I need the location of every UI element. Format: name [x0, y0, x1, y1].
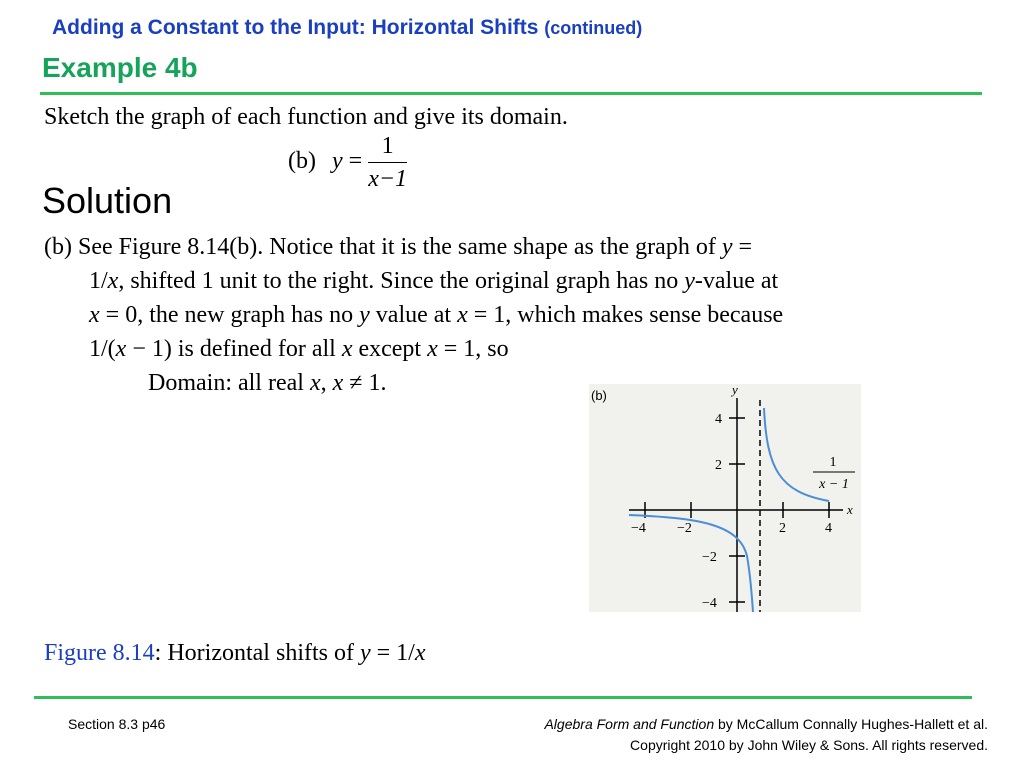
solution-text: , shifted 1 unit to the right. Since the original graph has no [118, 268, 685, 294]
top-divider [40, 92, 982, 95]
var-y: y [684, 268, 695, 294]
figure-8-14b [589, 384, 861, 612]
var-x: x [107, 268, 119, 294]
slide-header [52, 16, 642, 40]
panel-label: (b) [591, 388, 607, 403]
var-y: y [359, 302, 370, 328]
equation [288, 130, 407, 195]
solution-line-1 [44, 230, 752, 264]
curve-label-denominator: x − 1 [819, 477, 849, 492]
y-tick-label: 4 [715, 412, 722, 427]
var-y: y [359, 640, 371, 666]
var-x: x [309, 370, 321, 396]
footer-section: Section 8.3 p46 [68, 716, 166, 732]
var-x: x [332, 370, 344, 396]
figure-caption [44, 640, 426, 667]
header-title: Adding a Constant to the Input: Horizontal Shifts [52, 16, 539, 39]
var-x: x [89, 302, 100, 328]
var-y: y [721, 234, 733, 260]
equation-label: (b) [288, 148, 316, 175]
x-tick-label: −2 [677, 521, 692, 536]
equation-equals: = [348, 148, 363, 175]
figure-reference: Figure 8.14 [44, 640, 155, 666]
solution-text: (b) See Figure 8.14(b). Notice that it is the same shape as the graph of [44, 234, 722, 260]
curve-label-numerator: 1 [829, 455, 837, 470]
y-tick-label: −4 [702, 596, 717, 611]
domain-text: Domain: all real [148, 370, 310, 396]
y-tick-label: 2 [715, 458, 722, 473]
solution-heading: Solution [42, 180, 173, 221]
solution-text: 1/ [89, 268, 108, 294]
caption-text: = 1/ [370, 640, 415, 666]
header-continued: (continued) [544, 18, 643, 38]
fraction-numerator: 1 [368, 130, 407, 163]
y-axis-label: y [732, 384, 738, 397]
equation-lhs: y [331, 148, 343, 175]
domain-text: , [320, 370, 333, 396]
solution-text: = 0, the new graph has no [99, 302, 360, 328]
solution-line-3 [89, 298, 783, 332]
solution-line-4 [89, 332, 509, 366]
solution-text: 1/( [89, 336, 116, 362]
x-tick-label: 4 [825, 521, 832, 536]
solution-text: -value at [694, 268, 779, 294]
bottom-divider [34, 696, 972, 699]
solution-text: except [352, 336, 428, 362]
footer-authors: by McCallum Connally Hughes-Hallett et al. [714, 716, 988, 732]
solution-text: value at [369, 302, 458, 328]
x-axis-label: x [847, 502, 853, 517]
var-x: x [115, 336, 127, 362]
domain-text: ≠ 1. [343, 370, 387, 396]
solution-text: = 1, which makes sense because [467, 302, 784, 328]
footer-copyright: Copyright 2010 by John Wiley & Sons. All rights reserved. [630, 737, 988, 753]
example-title: Example 4b [42, 52, 198, 83]
footer-book-title: Algebra Form and Function [544, 716, 715, 732]
fraction-denominator: x−1 [368, 166, 408, 192]
solution-text: = [732, 234, 753, 260]
var-x: x [457, 302, 468, 328]
y-tick-label: −2 [702, 550, 717, 565]
domain-line [148, 366, 386, 400]
graph-svg [589, 384, 861, 612]
caption-text: : Horizontal shifts of [154, 640, 360, 666]
var-x: x [414, 640, 426, 666]
equation-fraction [368, 130, 407, 195]
footer-credit [544, 716, 988, 732]
x-tick-label: 2 [779, 521, 786, 536]
var-x: x [427, 336, 438, 362]
solution-text: = 1, so [437, 336, 509, 362]
solution-text: − 1) is defined for all [126, 336, 342, 362]
x-tick-label: −4 [631, 521, 646, 536]
solution-line-2 [89, 264, 778, 298]
var-x: x [341, 336, 353, 362]
prompt-text: Sketch the graph of each function and give its domain. [44, 104, 568, 130]
